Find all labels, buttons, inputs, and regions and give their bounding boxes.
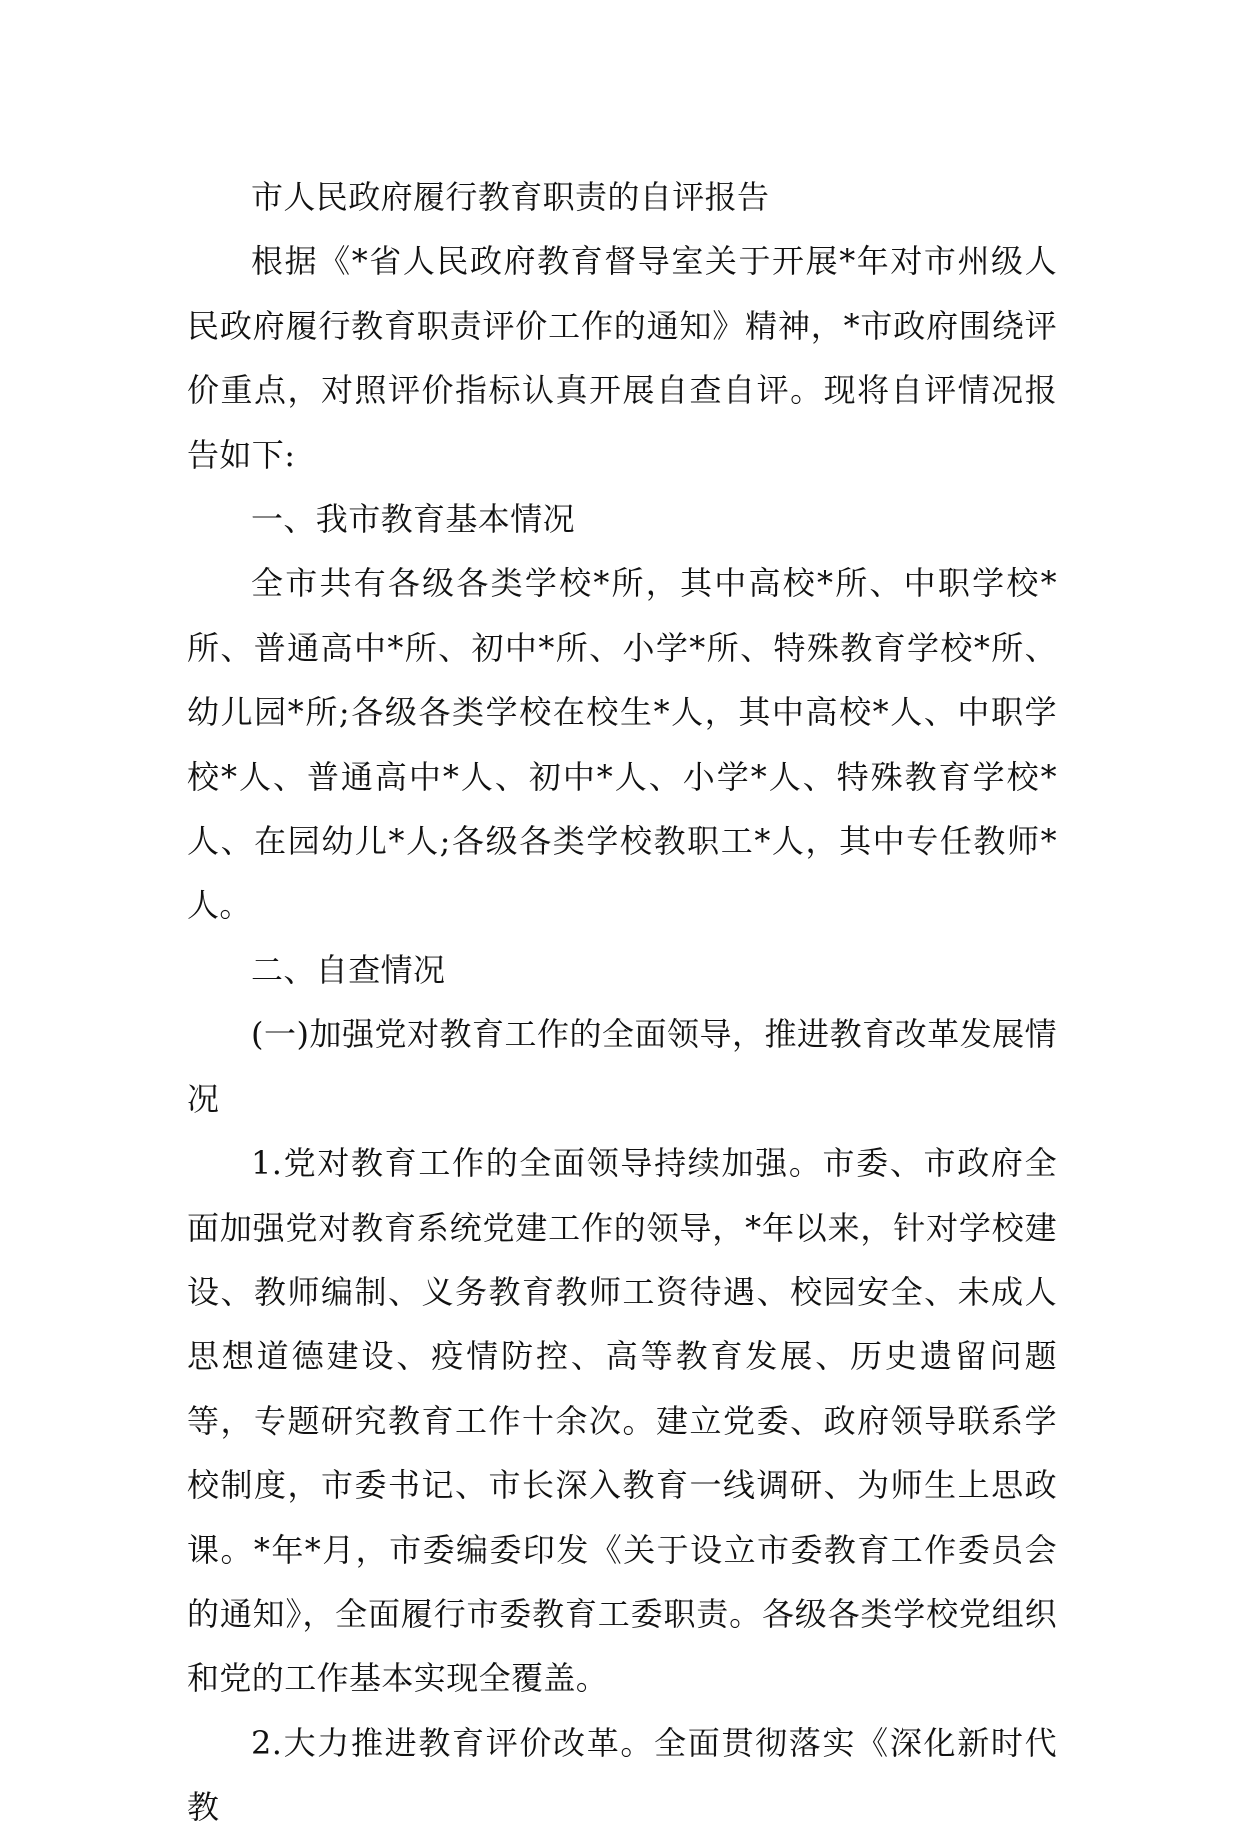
item-1-paragraph: 1.党对教育工作的全面领导持续加强。市委、市政府全面加强党对教育系统党建工作的领导，*年以来，针对学校建设、教师编制、义务教育教师工资待遇、校园安全、未成人思想道德建设、疫情防控、高等教育发展、历史遗留问题等，专题研究教育工作十余次。建立党委、政府领导联系学校制度，市委书记、市长深入教育一线调研、为师生上思政课。*年*月，市委编委印发《关于设立市委教育工作委员会的通知》，全面履行市委教育工委职责。各级各类学校党组织和党的工作基本实现全覆盖。 [187, 1144, 1057, 1698]
document-title: 市人民政府履行教育职责的自评报告 [251, 178, 770, 216]
basic-situation-paragraph: 全市共有各级各类学校*所，其中高校*所、中职学校*所、普通高中*所、初中*所、小学*所、特殊教育学校*所、幼儿园*所;各级各类学校在校生*人，其中高校*人、中职学校*人、普通高中*人、初中*人、小学*人、特殊教育学校*人、在园幼儿*人;各级各类学校教职工*人，其中专任教师*人。 [187, 564, 1057, 925]
item-2-paragraph: 2.大力推进教育评价改革。全面贯彻落实《深化新时代教 [187, 1723, 1057, 1827]
section-heading-2: 二、自查情况 [251, 950, 446, 989]
intro-paragraph: 根据《*省人民政府教育督导室关于开展*年对市州级人民政府履行教育职责评价工作的通知》精神，*市政府围绕评价重点，对照评价指标认真开展自查自评。现将自评情况报告如下: [187, 242, 1057, 474]
section-heading-1: 一、我市教育基本情况 [251, 500, 576, 539]
document-body [187, 165, 1057, 1840]
subsection-heading-1: (一)加强党对教育工作的全面领导，推进教育改革发展情况 [187, 1015, 1057, 1118]
